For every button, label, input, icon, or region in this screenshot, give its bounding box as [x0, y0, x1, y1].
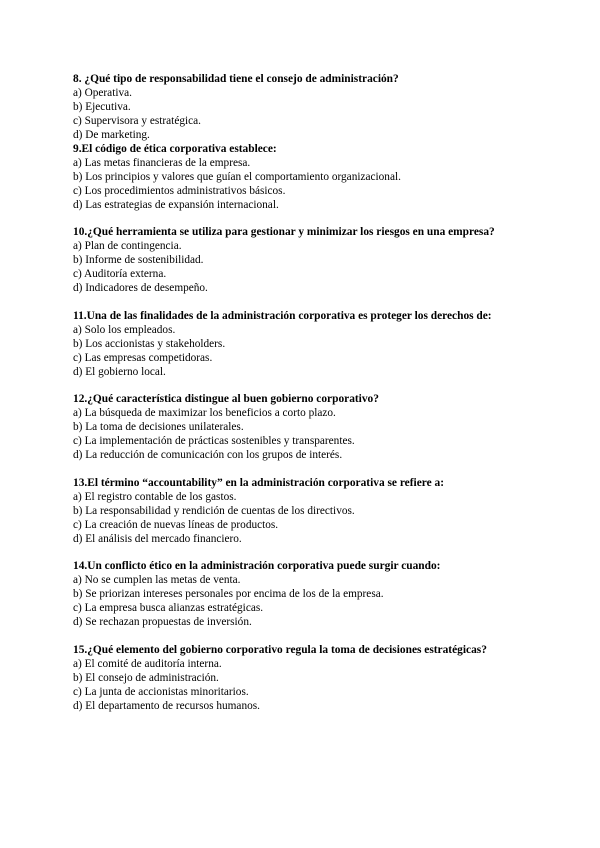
option-a: a) La búsqueda de maximizar los beneficios a corto plazo. — [73, 407, 336, 419]
option-d: d) Las estrategias de expansión internacional. — [73, 199, 279, 211]
option-a: a) No se cumplen las metas de venta. — [73, 574, 241, 586]
option-d: d) Indicadores de desempeño. — [73, 282, 208, 294]
option-b: b) Los principios y valores que guían el comportamiento organizacional. — [73, 171, 401, 183]
option-c: c) Supervisora y estratégica. — [73, 115, 201, 127]
question-title: 9.El código de ética corporativa establece: — [73, 143, 277, 155]
option-a: a) El comité de auditoría interna. — [73, 658, 222, 670]
option-b: b) La responsabilidad y rendición de cuentas de los directivos. — [73, 505, 355, 517]
option-a: a) Solo los empleados. — [73, 324, 176, 336]
question-9 — [73, 142, 543, 212]
option-a: a) Las metas financieras de la empresa. — [73, 157, 251, 169]
question-12 — [73, 392, 543, 462]
question-title: 8. ¿Qué tipo de responsabilidad tiene el consejo de administración? — [73, 73, 399, 85]
option-c: c) La creación de nuevas líneas de productos. — [73, 519, 279, 531]
option-b: b) Se priorizan intereses personales por encima de los de la empresa. — [73, 588, 384, 600]
option-a: a) Plan de contingencia. — [73, 240, 182, 252]
option-c: c) La junta de accionistas minoritarios. — [73, 686, 249, 698]
option-b: b) La toma de decisiones unilaterales. — [73, 421, 244, 433]
question-title: 15.¿Qué elemento del gobierno corporativo regula la toma de decisiones estratégicas? — [73, 644, 487, 656]
option-c: c) Las empresas competidoras. — [73, 352, 213, 364]
question-title: 13.El término “accountability” en la administración corporativa se refiere a: — [73, 477, 444, 489]
option-d: d) El análisis del mercado financiero. — [73, 533, 242, 545]
question-10 — [73, 225, 543, 295]
option-b: b) Los accionistas y stakeholders. — [73, 338, 226, 350]
option-a: a) Operativa. — [73, 87, 132, 99]
question-title: 10.¿Qué herramienta se utiliza para gestionar y minimizar los riesgos en una empresa? — [73, 226, 495, 238]
question-title: 14.Un conflicto ético en la administración corporativa puede surgir cuando: — [73, 560, 441, 572]
question-title: 11.Una de las finalidades de la administración corporativa es proteger los derechos de: — [73, 310, 492, 322]
option-d: d) La reducción de comunicación con los grupos de interés. — [73, 449, 343, 461]
option-c: c) La empresa busca alianzas estratégicas. — [73, 602, 264, 614]
option-d: d) El gobierno local. — [73, 366, 166, 378]
option-b: b) Informe de sostenibilidad. — [73, 254, 204, 266]
option-a: a) El registro contable de los gastos. — [73, 491, 237, 503]
question-15 — [73, 643, 543, 713]
option-b: b) El consejo de administración. — [73, 672, 219, 684]
option-b: b) Ejecutiva. — [73, 101, 131, 113]
question-11 — [73, 309, 543, 379]
option-c: c) Los procedimientos administrativos básicos. — [73, 185, 286, 197]
question-8 — [73, 72, 543, 142]
question-13 — [73, 476, 543, 546]
question-title: 12.¿Qué característica distingue al buen gobierno corporativo? — [73, 393, 379, 405]
option-c: c) Auditoría externa. — [73, 268, 167, 280]
option-d: d) Se rechazan propuestas de inversión. — [73, 616, 252, 628]
option-d: d) De marketing. — [73, 129, 150, 141]
option-d: d) El departamento de recursos humanos. — [73, 700, 260, 712]
option-c: c) La implementación de prácticas sostenibles y transparentes. — [73, 435, 355, 447]
question-14 — [73, 559, 543, 629]
